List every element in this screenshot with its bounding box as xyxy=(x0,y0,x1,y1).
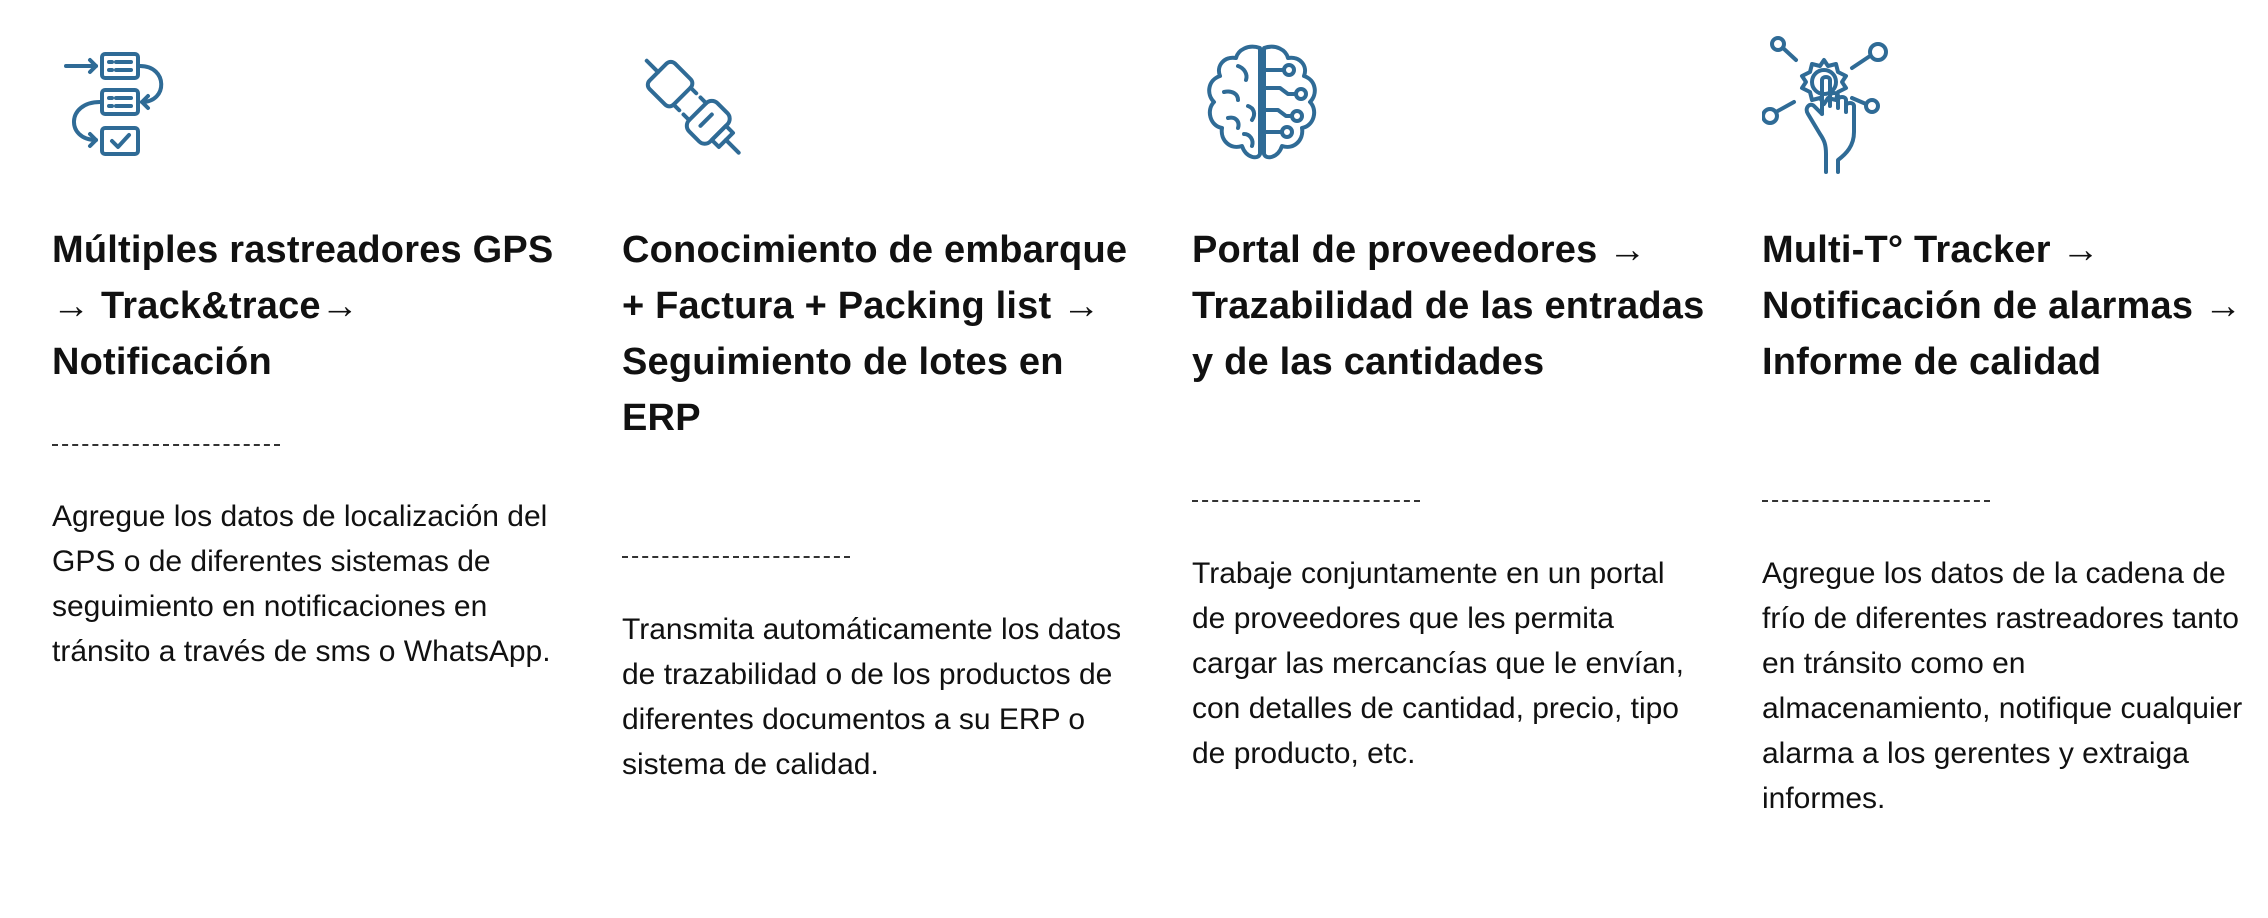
dashed-divider xyxy=(1762,500,1990,502)
feature-description: Transmita automáticamente los datos de trazabilidad o de los productos de diferentes documentos a su ERP o sistema de calidad. xyxy=(622,613,1122,781)
dashed-divider xyxy=(52,444,280,446)
gear-hand-network-icon xyxy=(1762,36,1902,176)
workflow-checklist-icon xyxy=(52,36,192,176)
dashed-divider xyxy=(1192,500,1420,502)
feature-title: Portal de proveedores → Trazabilidad de las entradas y de las cantidades xyxy=(1192,229,1705,383)
feature-description: Agregue los datos de la cadena de frío de diferentes rastreadores tanto en tránsito como en almacenamiento, notifique cualquier alarma a los gerentes y extraiga informes. xyxy=(1762,557,2243,815)
brain-circuit-icon xyxy=(1192,36,1332,176)
feature-description: Trabaje conjuntamente en un portal de proveedores que les permita cargar las mercancías que le envían, con detalles de cantidad, precio, tipo de producto, etc. xyxy=(1192,557,1684,770)
plug-connector-icon xyxy=(622,36,762,176)
feature-title: Multi-T° Tracker → Notificación de alarmas → Informe de calidad xyxy=(1762,229,2243,383)
feature-description: Agregue los datos de localización del GPS o de diferentes sistemas de seguimiento en notificaciones en tránsito a través de sms o WhatsApp. xyxy=(52,500,551,668)
feature-title: Conocimiento de embarque + Factura + Packing list → Seguimiento de lotes en ERP xyxy=(622,229,1128,439)
feature-title: Múltiples rastreadores GPS → Track&trace→ Notificación xyxy=(52,229,554,383)
dashed-divider xyxy=(622,556,850,558)
features-section xyxy=(52,0,2268,918)
